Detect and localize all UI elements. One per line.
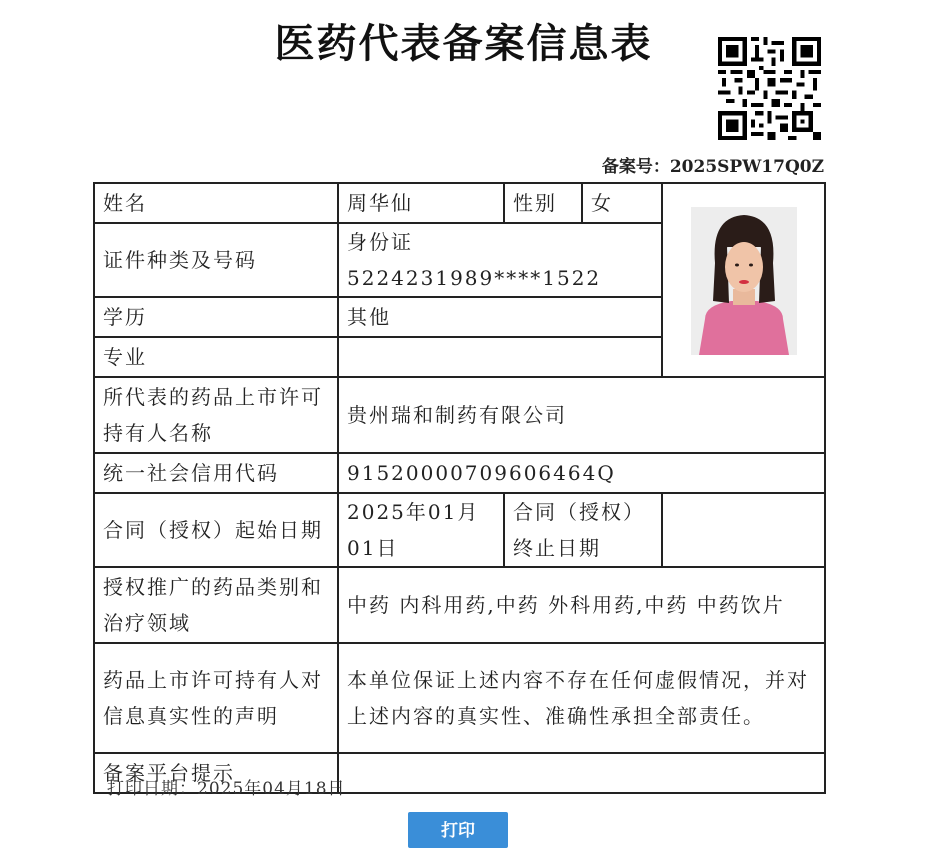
contract-end-value (662, 493, 825, 567)
record-number (560, 152, 824, 177)
gender-label: 性别 (504, 183, 582, 223)
print-date: 打印日期：2025年04月18日 (107, 779, 346, 799)
qr-code (718, 37, 821, 140)
holder-value: 贵州瑞和制药有限公司 (338, 377, 825, 453)
education-value: 其他 (338, 297, 662, 337)
holder-label: 所代表的药品上市许可持有人名称 (94, 377, 338, 453)
contract-start-value: 2025年01月01日 (338, 493, 504, 567)
record-number-value: 2025SPW17Q0Z (669, 157, 824, 177)
statement-value: 本单位保证上述内容不存在任何虚假情况，并对上述内容的真实性、准确性承担全部责任。 (338, 643, 825, 753)
id-value: 身份证 5224231989****1522 (338, 223, 662, 297)
contract-end-label: 合同（授权）终止日期 (504, 493, 662, 567)
statement-label: 药品上市许可持有人对信息真实性的声明 (94, 643, 338, 753)
platform-hint-value (338, 753, 825, 793)
id-label: 证件种类及号码 (94, 223, 338, 297)
name-value: 周华仙 (338, 183, 504, 223)
scope-value: 中药 内科用药,中药 外科用药,中药 中药饮片 (338, 567, 825, 643)
name-label: 姓名 (94, 183, 338, 223)
credit-code-label: 统一社会信用代码 (94, 453, 338, 493)
gender-value: 女 (582, 183, 662, 223)
platform-hint-label: 备案平台提示 (94, 753, 338, 793)
credit-code-value: 91520000709606464Q (338, 453, 825, 493)
major-value (338, 337, 662, 377)
info-table (93, 182, 826, 794)
scope-label: 授权推广的药品类别和治疗领域 (94, 567, 338, 643)
contract-start-label: 合同（授权）起始日期 (94, 493, 338, 567)
print-button[interactable]: 打印 (408, 812, 508, 848)
page-title: 医药代表备案信息表 (274, 20, 653, 67)
record-number-label: 备案号： (601, 157, 670, 177)
photo-cell (662, 183, 825, 377)
major-label: 专业 (94, 337, 338, 377)
education-label: 学历 (94, 297, 338, 337)
id-photo (691, 207, 797, 355)
